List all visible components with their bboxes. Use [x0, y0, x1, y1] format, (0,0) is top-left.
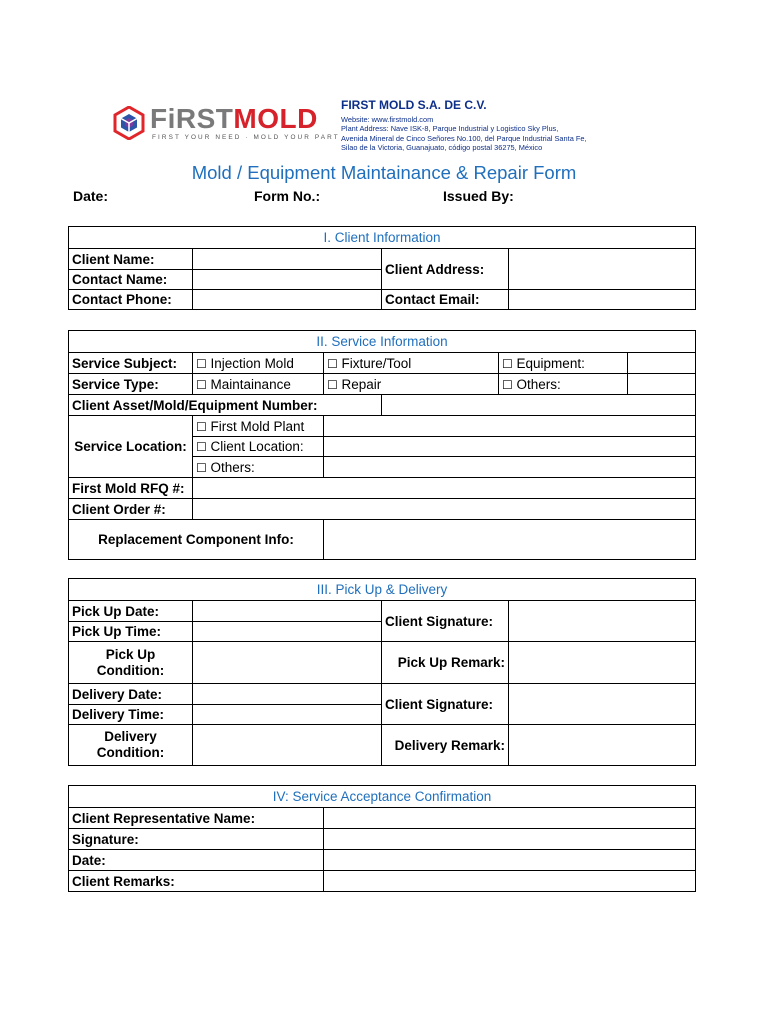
firstmold-logo-icon: [113, 106, 145, 140]
pickup-time-field[interactable]: [193, 622, 382, 642]
pickup-condition-label: Pick Up Condition:: [69, 642, 193, 684]
pickup-remark-field[interactable]: [509, 642, 696, 684]
checkbox-first-mold-plant[interactable]: [193, 416, 324, 437]
pickup-remark-label: Pick Up Remark:: [382, 642, 509, 684]
option-label: Fixture/Tool: [341, 355, 412, 371]
checkbox-others[interactable]: [499, 374, 628, 395]
checkbox-icon[interactable]: ☐: [327, 356, 338, 371]
client-remarks-field[interactable]: [324, 871, 696, 892]
first-mold-plant-field[interactable]: [324, 416, 696, 437]
company-address-line: Plant Address: Nave ISK-8, Parque Industrial y Logistico Sky Plus,: [341, 124, 559, 133]
checkbox-injection-mold[interactable]: [193, 353, 324, 374]
client-name-label: Client Name:: [69, 249, 193, 270]
client-order-label: Client Order #:: [69, 499, 193, 520]
client-address-label: Client Address:: [382, 249, 509, 290]
replacement-component-label: Replacement Component Info:: [69, 520, 324, 560]
checkbox-icon[interactable]: ☐: [196, 460, 207, 475]
client-remarks-label: Client Remarks:: [69, 871, 324, 892]
equipment-field[interactable]: [628, 353, 696, 374]
rfq-label: First Mold RFQ #:: [69, 478, 193, 499]
acceptance-date-field[interactable]: [324, 850, 696, 871]
option-label: First Mold Plant: [210, 418, 305, 434]
delivery-date-label: Delivery Date:: [69, 684, 193, 705]
company-address-line: Avenida Mineral de Cinco Señores No.100, del Parque Industrial Santa Fe,: [341, 134, 587, 143]
option-label: Client Location:: [210, 439, 304, 454]
delivery-signature-label: Client Signature:: [382, 684, 509, 725]
location-others-field[interactable]: [324, 457, 696, 478]
checkbox-icon[interactable]: ☐: [196, 356, 207, 371]
client-address-field[interactable]: [509, 249, 696, 290]
checkbox-repair[interactable]: [324, 374, 499, 395]
service-acceptance-table: [68, 785, 696, 892]
form-no-label: Form No.:: [254, 188, 321, 204]
signature-field[interactable]: [324, 829, 696, 850]
service-information-table: [68, 330, 696, 560]
delivery-time-label: Delivery Time:: [69, 705, 193, 725]
checkbox-icon[interactable]: ☐: [502, 356, 513, 371]
contact-email-label: Contact Email:: [382, 290, 509, 310]
logo-word-mold: MOLD: [233, 103, 318, 134]
contact-email-field[interactable]: [509, 290, 696, 310]
checkbox-maintainance[interactable]: [193, 374, 324, 395]
replacement-component-field[interactable]: [324, 520, 696, 560]
company-name: FIRST MOLD S.A. DE C.V.: [341, 98, 487, 112]
contact-name-field[interactable]: [193, 270, 382, 290]
service-location-label: Service Location:: [69, 416, 193, 478]
client-information-table: [68, 226, 696, 310]
contact-phone-field[interactable]: [193, 290, 382, 310]
signature-label: Signature:: [69, 829, 324, 850]
pickup-signature-field[interactable]: [509, 601, 696, 642]
option-label: Equipment:: [516, 355, 585, 371]
client-order-field[interactable]: [193, 499, 696, 520]
rep-name-field[interactable]: [324, 808, 696, 829]
service-subject-label: Service Subject:: [69, 353, 193, 374]
delivery-time-field[interactable]: [193, 705, 382, 725]
pickup-delivery-table: [68, 578, 696, 766]
delivery-condition-label: Delivery Condition:: [69, 725, 193, 766]
checkbox-client-location[interactable]: [193, 437, 324, 457]
option-label: Maintainance: [210, 376, 291, 392]
logo-wordmark: [150, 104, 318, 134]
pickup-signature-label: Client Signature:: [382, 601, 509, 642]
service-type-label: Service Type:: [69, 374, 193, 395]
pickup-condition-field[interactable]: [193, 642, 382, 684]
section-heading: II. Service Information: [69, 331, 696, 353]
checkbox-icon[interactable]: ☐: [196, 440, 207, 454]
checkbox-fixture-tool[interactable]: [324, 353, 499, 374]
option-label: Repair: [341, 376, 382, 392]
delivery-date-field[interactable]: [193, 684, 382, 705]
rep-name-label: Client Representative Name:: [69, 808, 324, 829]
pickup-date-label: Pick Up Date:: [69, 601, 193, 622]
client-name-field[interactable]: [193, 249, 382, 270]
form-title: Mold / Equipment Maintainance & Repair Form: [191, 162, 577, 183]
pickup-time-label: Pick Up Time:: [69, 622, 193, 642]
company-address-line: Silao de la Victoria, Guanajuato, código postal 36275, México: [341, 143, 543, 152]
checkbox-icon[interactable]: ☐: [327, 377, 338, 392]
checkbox-location-others[interactable]: [193, 457, 324, 478]
client-location-field[interactable]: [324, 437, 696, 457]
option-label: Others:: [516, 376, 561, 392]
issued-by-label: Issued By:: [443, 188, 514, 204]
others-field[interactable]: [628, 374, 696, 395]
delivery-signature-field[interactable]: [509, 684, 696, 725]
logo-tagline: FIRST YOUR NEED · MOLD YOUR PART: [152, 134, 340, 141]
checkbox-equipment[interactable]: [499, 353, 628, 374]
asset-number-label: Client Asset/Mold/Equipment Number:: [69, 395, 382, 416]
company-website: Website: www.firstmold.com: [341, 115, 434, 124]
option-label: Others:: [210, 459, 255, 475]
checkbox-icon[interactable]: ☐: [196, 419, 207, 434]
checkbox-icon[interactable]: ☐: [196, 377, 207, 392]
delivery-remark-label: Delivery Remark:: [382, 725, 509, 766]
delivery-remark-field[interactable]: [509, 725, 696, 766]
contact-phone-label: Contact Phone:: [69, 290, 193, 310]
rfq-field[interactable]: [193, 478, 696, 499]
section-heading: IV: Service Acceptance Confirmation: [69, 786, 696, 808]
option-label: Injection Mold: [210, 355, 294, 371]
asset-number-field[interactable]: [382, 395, 696, 416]
checkbox-icon[interactable]: ☐: [502, 377, 513, 392]
contact-name-label: Contact Name:: [69, 270, 193, 290]
acceptance-date-label: Date:: [69, 850, 324, 871]
pickup-date-field[interactable]: [193, 601, 382, 622]
section-heading: I. Client Information: [69, 227, 696, 249]
section-heading: III. Pick Up & Delivery: [69, 579, 696, 601]
delivery-condition-field[interactable]: [193, 725, 382, 766]
logo-word-first: FiRST: [150, 103, 234, 134]
date-label: Date:: [73, 188, 109, 204]
